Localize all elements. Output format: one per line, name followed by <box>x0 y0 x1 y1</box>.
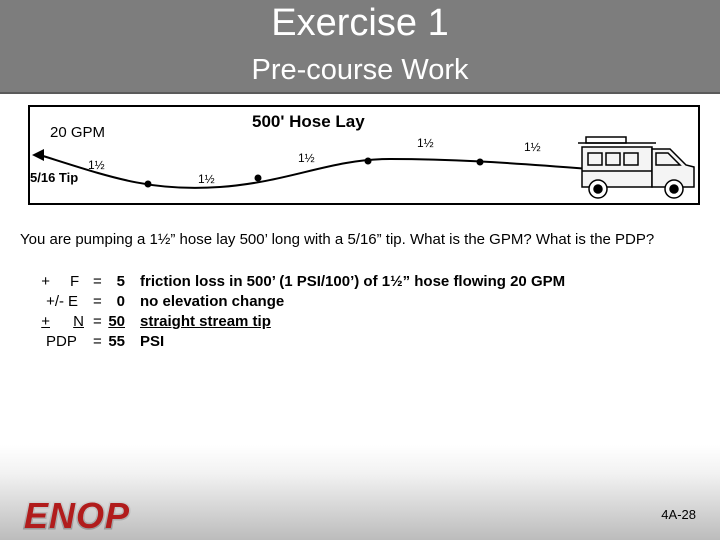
slide-title: Exercise 1 <box>271 2 449 44</box>
coupling <box>477 159 484 166</box>
hose-size-label: 1½ <box>198 172 215 186</box>
diagram-title: 500' Hose Lay <box>252 112 365 131</box>
logo-text: ENOP <box>24 498 131 532</box>
calc-value: 0 <box>116 293 125 310</box>
calc-equals: = <box>93 293 102 310</box>
calc-description: PSI <box>140 333 165 350</box>
calc-value: 55 <box>108 333 125 350</box>
coupling <box>255 175 262 182</box>
nozzle-arrow-icon <box>32 149 44 161</box>
exercise-question: You are pumping a 1½” hose lay 500’ long with a 5/16” tip. What is the GPM? What is the PDP? <box>20 231 655 248</box>
calc-sign: + <box>41 313 50 330</box>
enop-logo <box>22 498 172 532</box>
calc-equals: = <box>93 333 102 350</box>
hose-size-label: 1½ <box>417 136 434 150</box>
coupling <box>365 158 372 165</box>
calc-value: 50 <box>108 313 125 330</box>
calc-letter: PDP <box>46 333 77 350</box>
hose-lay-diagram <box>28 105 700 205</box>
coupling <box>145 181 152 188</box>
calc-description: friction loss in 500’ (1 PSI/100’) of 1½” hose flowing 20 GPM <box>140 273 566 290</box>
calc-sign: + <box>41 273 50 290</box>
hose-size-label: 1½ <box>524 140 541 154</box>
hose-size-label: 1½ <box>88 158 105 172</box>
calc-description: no elevation change <box>140 293 285 310</box>
slide-header <box>0 0 720 94</box>
calc-sign: +/- <box>46 293 64 310</box>
calc-letter: F <box>70 273 80 290</box>
calc-description: straight stream tip <box>140 313 271 330</box>
hose-size-label: 1½ <box>298 151 315 165</box>
calc-value: 5 <box>116 273 125 290</box>
flow-rate-label: 20 GPM <box>50 124 106 141</box>
calc-letter: N <box>73 313 84 330</box>
calc-equals: = <box>93 313 102 330</box>
calc-equals: = <box>93 273 102 290</box>
slide-subtitle: Pre-course Work <box>251 54 469 86</box>
fire-engine-icon <box>578 137 694 198</box>
hose-lay-drawing <box>30 107 698 203</box>
hose-line <box>40 155 590 188</box>
tip-label: 5/16 Tip <box>30 170 79 185</box>
calc-letter: E <box>68 293 79 310</box>
page-number: 4A-28 <box>661 507 696 522</box>
